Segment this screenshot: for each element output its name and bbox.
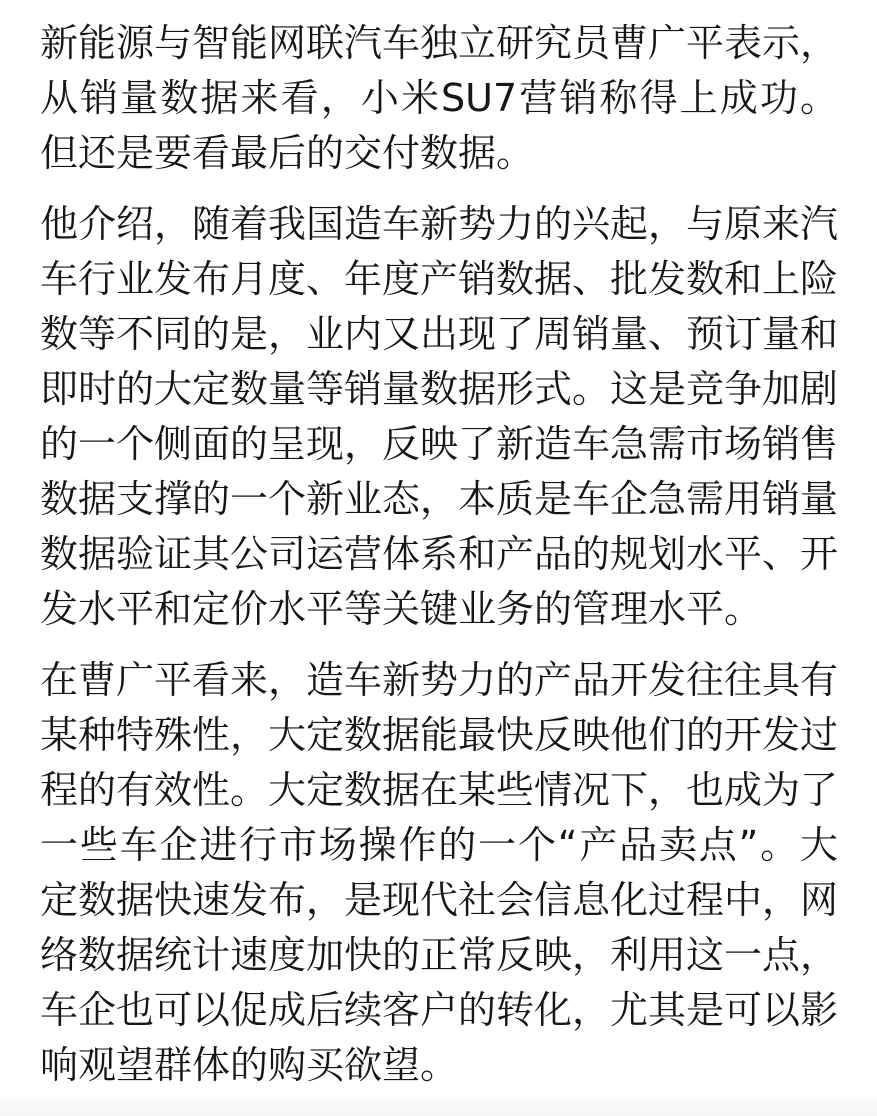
paragraph-sales-data-forms: 他介绍，随着我国造车新势力的兴起，与原来汽车行业发布月度、年度产销数据、批发数和上险数等不同的是，业内又出现了周销量、预订量和即时的大定数量等销量数据形式。这是竞争加剧的一个侧面的呈现，反映了新造车急需市场销售数据支撑的一个新业态，本质是车企急需用销量数据验证其公司运营体系和产品的规划水平、开发水平和定价水平等关键业务的管理水平。 — [40, 202, 839, 631]
paragraph-dading-analysis: 在曹广平看来，造车新势力的产品开发往往具有某种特殊性，大定数据能最快反映他们的开发过程的有效性。大定数据在某些情况下，也成为了一些车企进行市场操作的一个“产品卖点”。大定数据快速发布，是现代社会信息化过程中，网络数据统计速度加快的正常反映，利用这一点，车企也可以促成后续客户的转化，尤其是可以影响观望群体的购买欲望。 — [40, 658, 839, 1087]
paragraph-expert-statement: 新能源与智能网联汽车独立研究员曹广平表示，从销量数据来看，小米SU7营销称得上成功。但还是要看最后的交付数据。 — [40, 21, 839, 175]
bottom-fade-divider — [0, 1092, 877, 1116]
